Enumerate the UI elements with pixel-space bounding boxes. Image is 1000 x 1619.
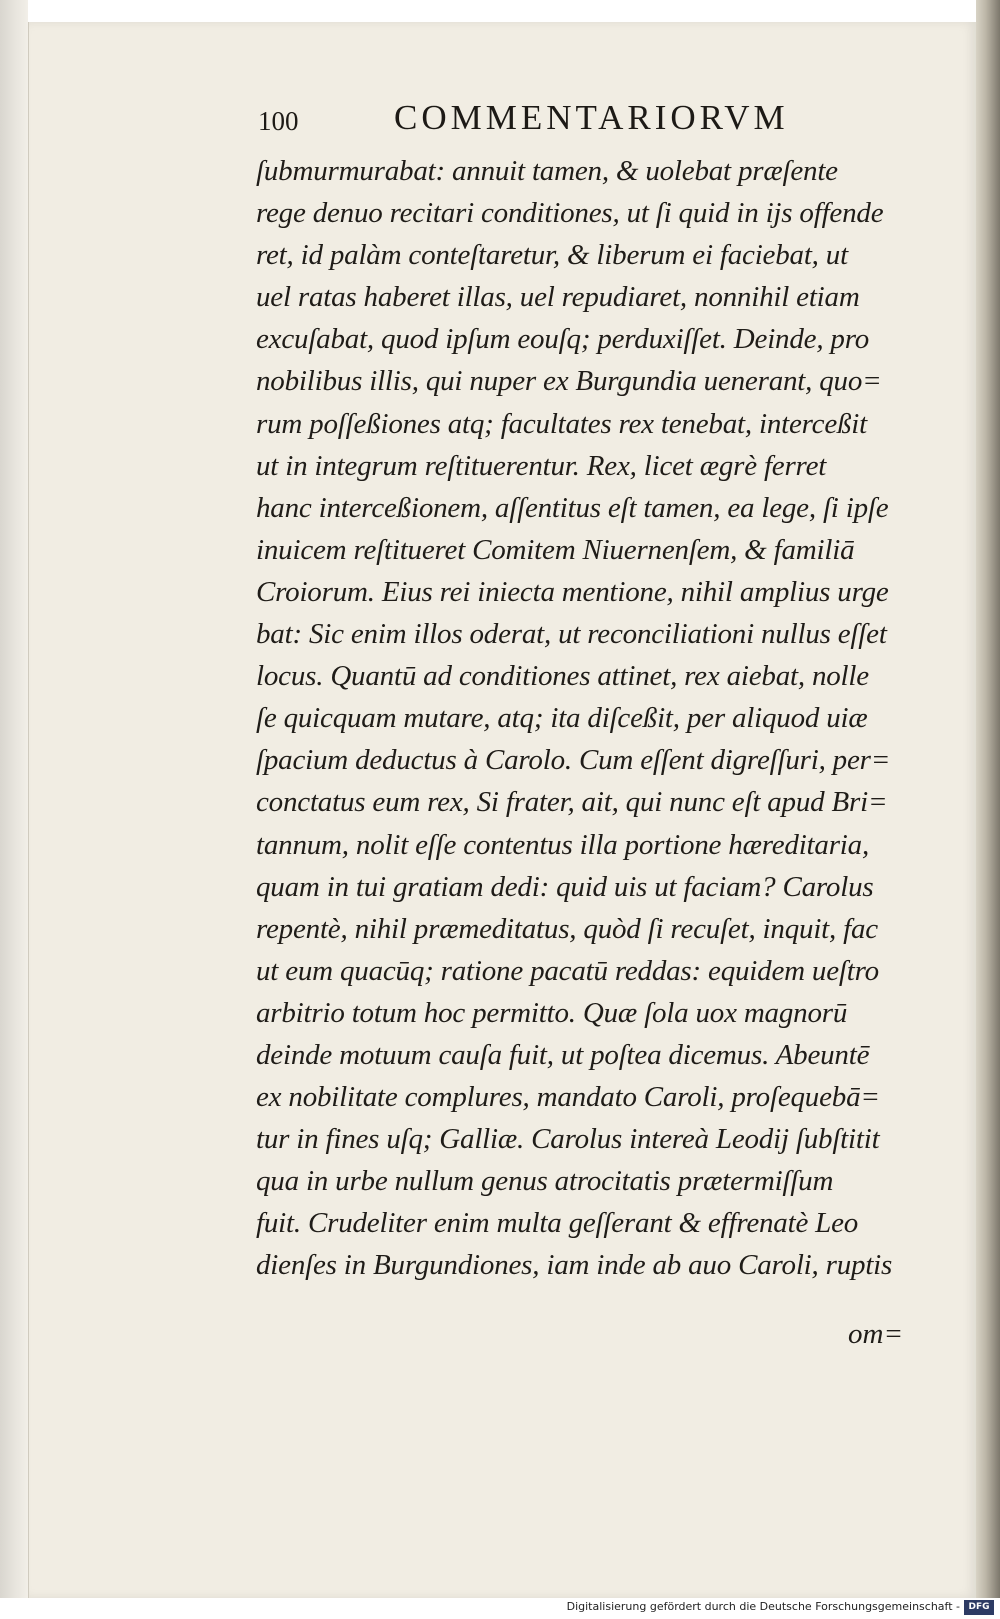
page-edge xyxy=(976,0,1000,1619)
text-block xyxy=(256,150,956,1287)
text-line: ut in integrum reſtituerentur. Rex, licet ægrè ferret xyxy=(256,449,827,482)
text-line: repentè, nihil præmeditatus, quòd ſi recuſet, inquit, fac xyxy=(256,912,878,945)
funding-credit: Digitalisierung gefördert durch die Deutsche Forschungsgemeinschaft - xyxy=(566,1600,960,1613)
text-line: fuit. Crudeliter enim multa geſſerant & effrenatè Leo xyxy=(256,1207,859,1240)
text-line: conctatus eum rex, Si frater, ait, qui nunc eſt apud Bri= xyxy=(256,786,888,819)
text-line: ſubmurmurabat: annuit tamen, & uolebat præſente xyxy=(256,155,838,187)
text-line: hanc interceßionem, aſſentitus eſt tamen, ea lege, ſi ipſe xyxy=(256,491,889,524)
text-line: inuicem reſtitueret Comitem Niuernenſem, & familiā xyxy=(256,533,855,566)
text-line: uel ratas haberet illas, uel repudiaret, nonnihil etiam xyxy=(256,281,860,314)
text-line: ret, id palàm conteſtaretur, & liberum ei faciebat, ut xyxy=(256,239,848,272)
text-line: bat: Sic enim illos oderat, ut reconciliationi nullus eſſet xyxy=(256,618,887,651)
text-line: dienſes in Burgundiones, iam inde ab auo Caroli, ruptis xyxy=(256,1249,893,1282)
spine-shadow xyxy=(0,0,28,1619)
text-line: rege denuo recitari conditiones, ut ſi quid in ijs offende xyxy=(256,197,884,230)
text-line: ſe quicquam mutare, atq; ita diſceßit, per aliquod uiæ xyxy=(256,702,868,735)
text-line: qua in urbe nullum genus atrocitatis prætermiſſum xyxy=(256,1165,834,1198)
catchword: om= xyxy=(848,1318,904,1350)
text-line: ſpacium deductus à Carolo. Cum eſſent digreſſuri, per= xyxy=(256,744,891,777)
text-line: tannum, nolit eſſe contentus illa portione hæreditaria, xyxy=(256,828,869,861)
text-line: excuſabat, quod ipſum eouſq; perduxiſſet. Deinde, pro xyxy=(256,323,870,356)
text-line: arbitrio totum hoc permitto. Quæ ſola uox magnorū xyxy=(256,996,848,1029)
text-line: rum poſſeßiones atq; facultates rex tenebat, interceßit xyxy=(256,407,868,440)
text-line: Croiorum. Eius rei iniecta mentione, nihil amplius urge xyxy=(256,575,889,608)
running-head: COMMENTARIORVM xyxy=(394,98,789,137)
footer xyxy=(0,1598,1000,1619)
text-line: ex nobilitate complures, mandato Caroli, proſequebā= xyxy=(256,1081,880,1114)
text-line: tur in fines uſq; Galliæ. Carolus intereà Leodij ſubſtitit xyxy=(256,1123,880,1156)
text-line: nobilibus illis, qui nuper ex Burgundia uenerant, quo= xyxy=(256,365,882,398)
dfg-logo: DFG xyxy=(964,1600,994,1615)
text-line: quam in tui gratiam dedi: quid uis ut faciam? Carolus xyxy=(256,870,874,903)
page-header xyxy=(258,98,858,138)
folio-number: 100 xyxy=(258,106,299,136)
text-line: locus. Quantū ad conditiones attinet, rex aiebat, nolle xyxy=(256,660,869,693)
text-line: deinde motuum cauſa fuit, ut poſtea dicemus. Abeuntē xyxy=(256,1038,870,1071)
text-line: ut eum quacūq; ratione pacatū reddas: equidem ueſtro xyxy=(256,954,879,987)
